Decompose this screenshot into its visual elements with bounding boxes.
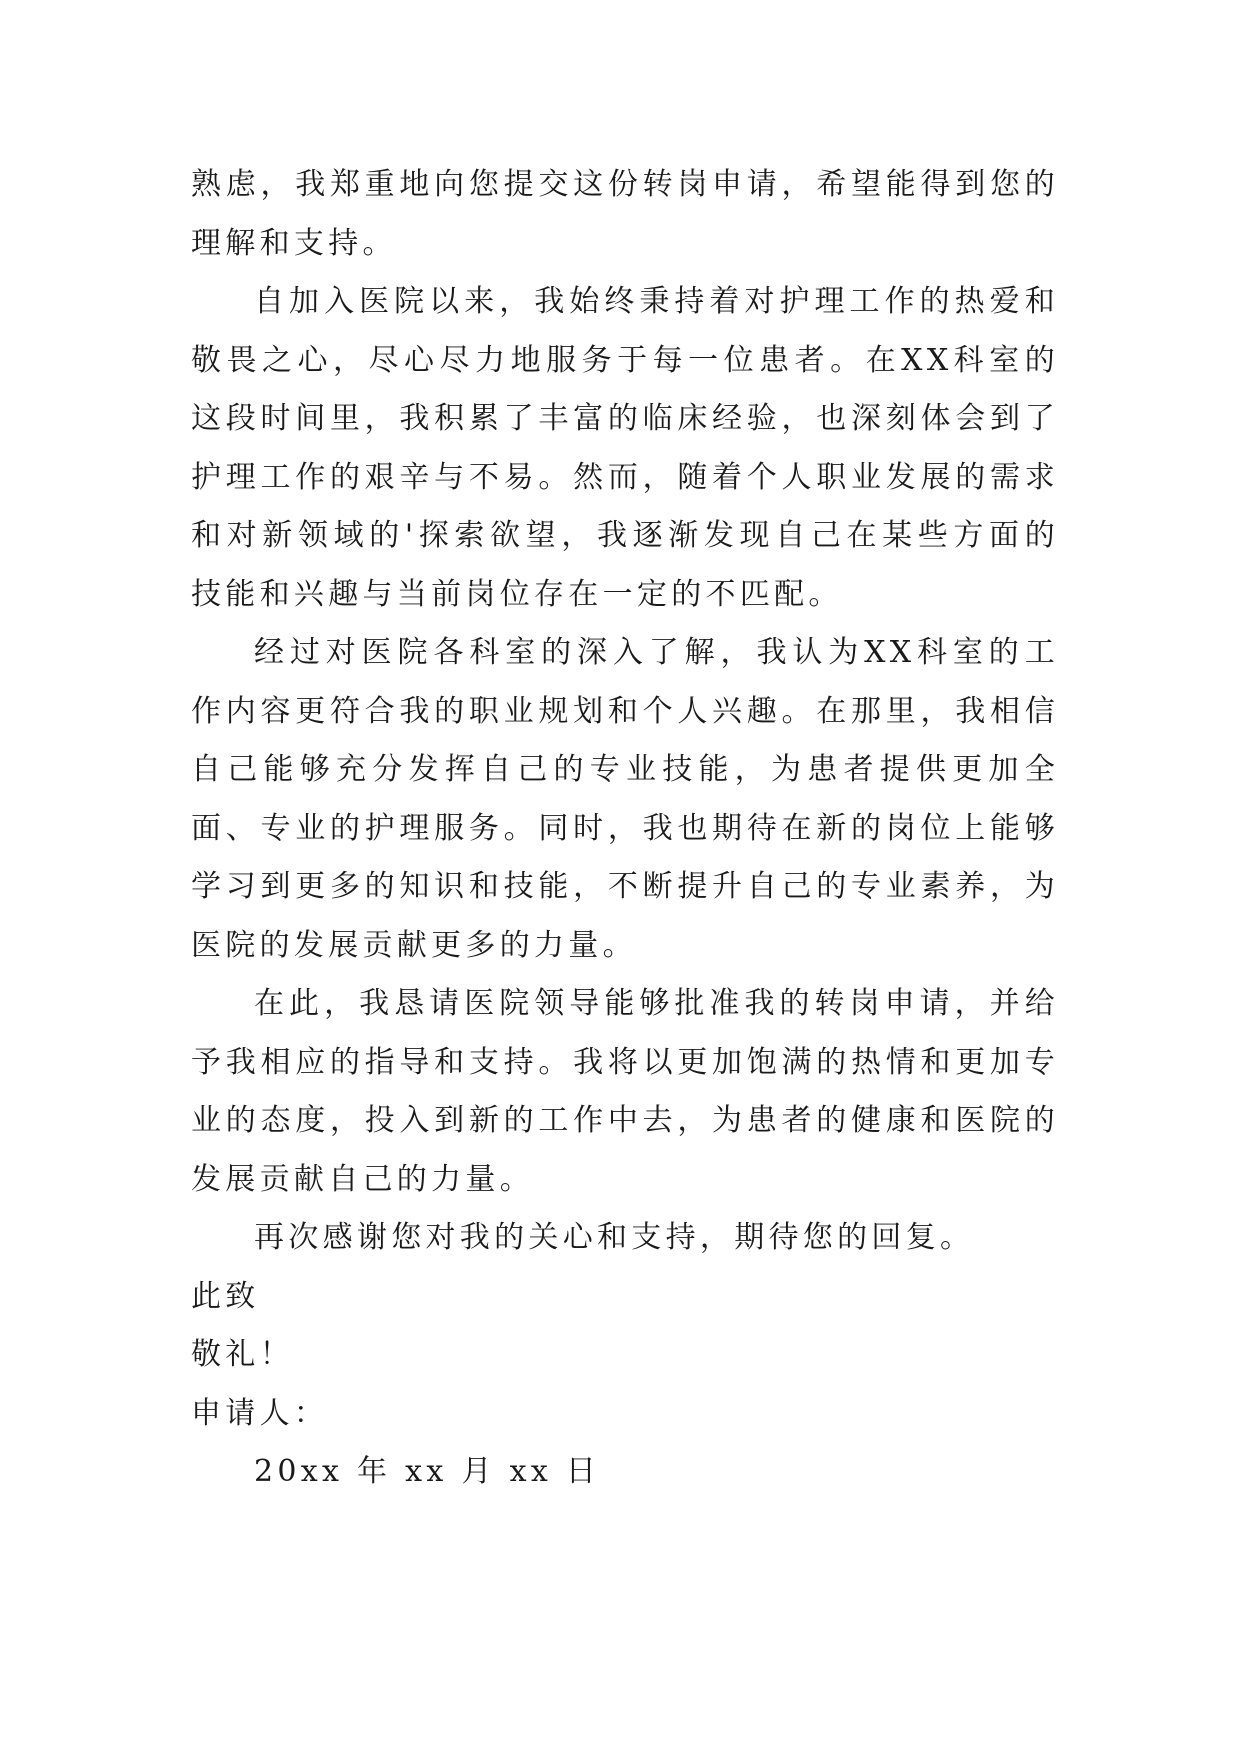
paragraph-1: 熟虑，我郑重地向您提交这份转岗申请，希望能得到您的理解和支持。: [191, 167, 1059, 261]
closing-salutation: 此致: [191, 1278, 260, 1314]
applicant-label: 申请人：: [191, 1395, 329, 1431]
letter-body: [191, 156, 1059, 1502]
paragraph-2: 自加入医院以来，我始终秉持着对护理工作的热爱和敬畏之心，尽心尽力地服务于每一位患者。在XX科室的这段时间里，我积累了丰富的临床经验，也深刻体会到了护理工作的艰辛与不易。然而，随着个人职业发展的需求和对新领域的'探索欲望，我逐渐发现自己在某些方面的技能和兴趣与当前岗位存在一定的不匹配。: [191, 284, 1059, 612]
letter-date: 20xx 年 xx 月 xx 日: [254, 1454, 601, 1489]
paragraph-5: 再次感谢您对我的关心和支持，期待您的回复。: [254, 1220, 975, 1255]
closing-regards: 敬礼！: [191, 1337, 294, 1372]
paragraph-3: 经过对医院各科室的深入了解，我认为XX科室的工作内容更符合我的职业规划和个人兴趣。在那里，我相信自己能够充分发挥自己的专业技能，为患者提供更加全面、专业的护理服务。同时，我也期待在新的岗位上能够学习到更多的知识和技能，不断提升自己的专业素养，为医院的发展贡献更多的力量。: [191, 635, 1059, 963]
paragraph-4: 在此，我恳请医院领导能够批准我的转岗申请，并给予我相应的指导和支持。我将以更加饱满的热情和更加专业的态度，投入到新的工作中去，为患者的健康和医院的发展贡献自己的力量。: [191, 986, 1059, 1197]
letter-closing: [191, 1268, 1059, 1502]
